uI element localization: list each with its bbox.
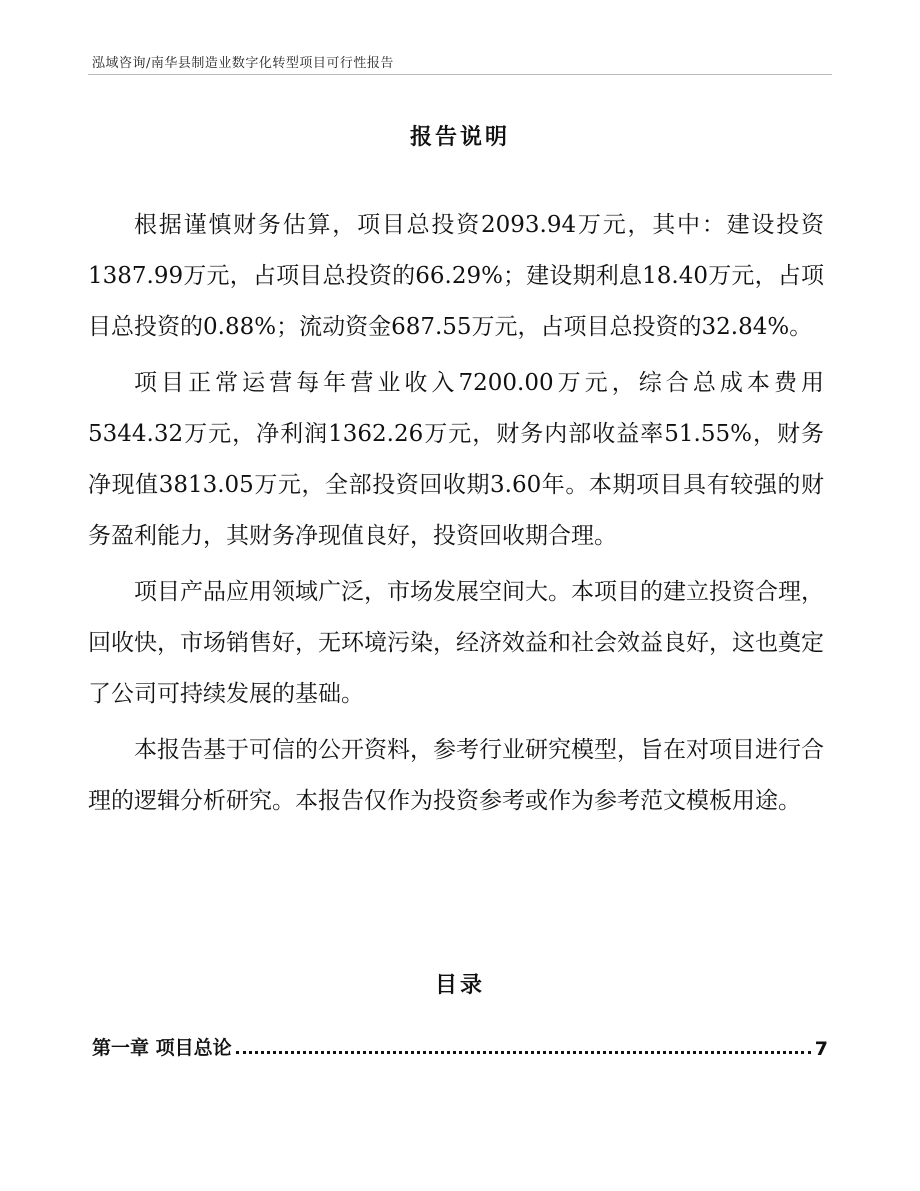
running-header: 泓域咨询/南华县制造业数字化转型项目可行性报告 (92, 56, 394, 71)
paragraph-investment: 根据谨慎财务估算，项目总投资2093.94万元，其中：建设投资1387.99万元，占项目总投资的66.29%；建设期利息18.40万元，占项目总投资的0.88%；流动资金687.55万元，占项目总投资的32.84%。 (88, 212, 824, 340)
toc-leader-dots (236, 1051, 811, 1054)
toc-title: 目录 (434, 972, 485, 998)
header-divider (88, 74, 832, 75)
paragraph-market: 项目产品应用领域广泛，市场发展空间大。本项目的建立投资合理，回收快，市场销售好，无环境污染，经济效益和社会效益良好，这也奠定了公司可持续发展的基础。 (88, 579, 824, 707)
toc-entry-label: 第一章 项目总论 (92, 1037, 232, 1059)
paragraph-financials: 项目正常运营每年营业收入7200.00万元，综合总成本费用5344.32万元，净利润1362.26万元，财务内部收益率51.55%，财务净现值3813.05万元，全部投资回收期3.60年。本期项目具有较强的财务盈利能力，其财务净现值良好，投资回收期合理。 (88, 370, 824, 549)
paragraph-disclaimer: 本报告基于可信的公开资料，参考行业研究模型，旨在对项目进行合理的逻辑分析研究。本报告仅作为投资参考或作为参考范文模板用途。 (88, 737, 824, 814)
toc-entry-chapter-1[interactable] (92, 1028, 828, 1060)
toc-entry-page: 7 (814, 1038, 828, 1060)
page-title: 报告说明 (409, 124, 510, 150)
report-body (88, 200, 824, 832)
